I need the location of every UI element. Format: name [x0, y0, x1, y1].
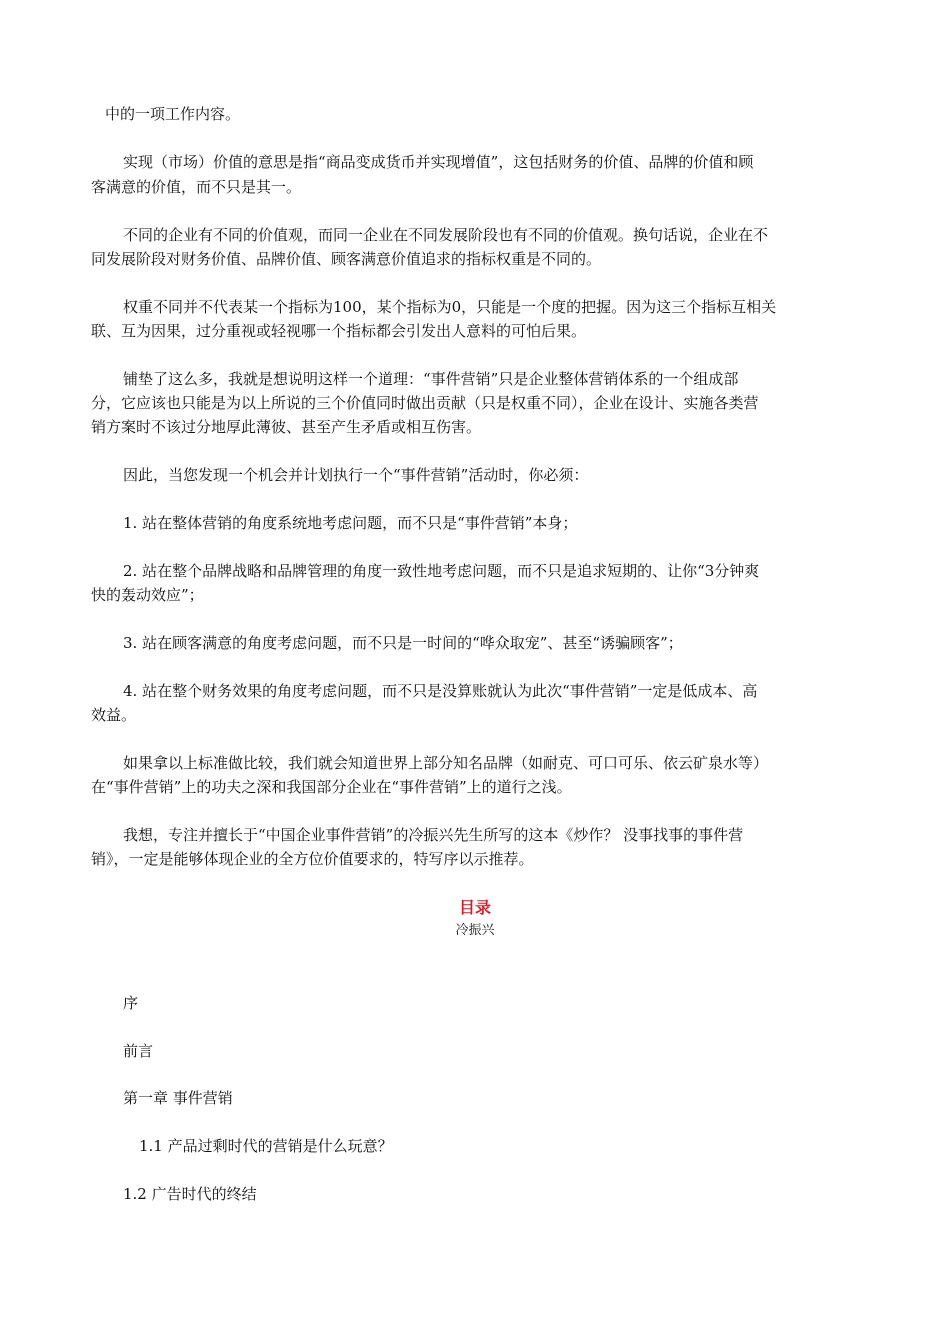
list-item-line: 1. 站在整体营销的角度系统地考虑问题，而不只是“事件营销”本身； [123, 514, 578, 532]
paragraph-line: 如果拿以上标准做比较，我们就会知道世界上部分知名品牌（如耐克、可口可乐、依云矿泉水等） [123, 754, 769, 772]
paragraph-line: 销方案时不该过分地厚此薄彼、甚至产生矛盾或相互伤害。 [91, 418, 482, 436]
list-item-line: 效益。 [91, 706, 137, 724]
paragraph-line: 权重不同并不代表某一个指标为100，某个指标为0，只能是一个度的把握。因为这三个指标互相关 [123, 298, 777, 316]
paragraph-line: 分，它应该也只能是为以上所说的三个价值同时做出贡献（只是权重不同），企业在设计、实施各类营 [91, 394, 759, 412]
list-item-line: 快的轰动效应”； [91, 586, 204, 604]
toc-item[interactable]: 前言 [123, 1042, 154, 1060]
paragraph-line: 不同的企业有不同的价值观，而同一企业在不同发展阶段也有不同的价值观。换句话说，企业在不 [123, 226, 769, 244]
toc-item[interactable]: 序 [123, 994, 139, 1012]
paragraph-line: 我想，专注并擅长于“中国企业事件营销”的冷振兴先生所写的这本《炒作？ 没事找事的事件营 [123, 826, 744, 844]
paragraph-line: 客满意的价值，而不只是其一。 [91, 178, 302, 196]
paragraph-line: 同发展阶段对财务价值、品牌价值、顾客满意价值追求的指标权重是不同的。 [91, 250, 602, 268]
paragraph-line: 中的一项工作内容。 [105, 105, 241, 123]
paragraph-line: 在“事件营销”上的功夫之深和我国部分企业在“事件营销”上的道行之浅。 [91, 778, 572, 796]
list-item-line: 2. 站在整个品牌战略和品牌管理的角度一致性地考虑问题，而不只是追求短期的、让你“3分钟爽 [123, 562, 760, 580]
toc-author: 冷振兴 [455, 923, 495, 938]
paragraph-line: 实现（市场）价值的意思是指“商品变成货币并实现增值”，这包括财务的价值、品牌的价值和顾 [123, 153, 754, 171]
toc-item[interactable]: 1.1 产品过剩时代的营销是什么玩意？ [139, 1137, 393, 1155]
paragraph-line: 销》，一定是能够体现企业的全方位价值要求的，特写序以示推荐。 [91, 850, 534, 868]
paragraph-line: 因此，当您发现一个机会并计划执行一个“事件营销”活动时，你必须： [123, 466, 589, 484]
list-item-line: 4. 站在整个财务效果的角度考虑问题，而不只是没算账就认为此次“事件营销”一定是低成本、高 [123, 682, 758, 700]
paragraph-line: 铺垫了这么多，我就是想说明这样一个道理：“事件营销”只是企业整体营销体系的一个组成部 [123, 370, 739, 388]
list-item-line: 3. 站在顾客满意的角度考虑问题，而不只是一时间的“哗众取宠”、甚至“诱骗顾客”； [123, 634, 683, 652]
toc-item[interactable]: 第一章 事件营销 [123, 1089, 233, 1107]
paragraph-line: 联、互为因果，过分重视或轻视哪一个指标都会引发出人意料的可怕后果。 [91, 322, 587, 340]
toc-item[interactable]: 1.2 广告时代的终结 [123, 1185, 257, 1203]
toc-title: 目录 [458, 898, 491, 917]
